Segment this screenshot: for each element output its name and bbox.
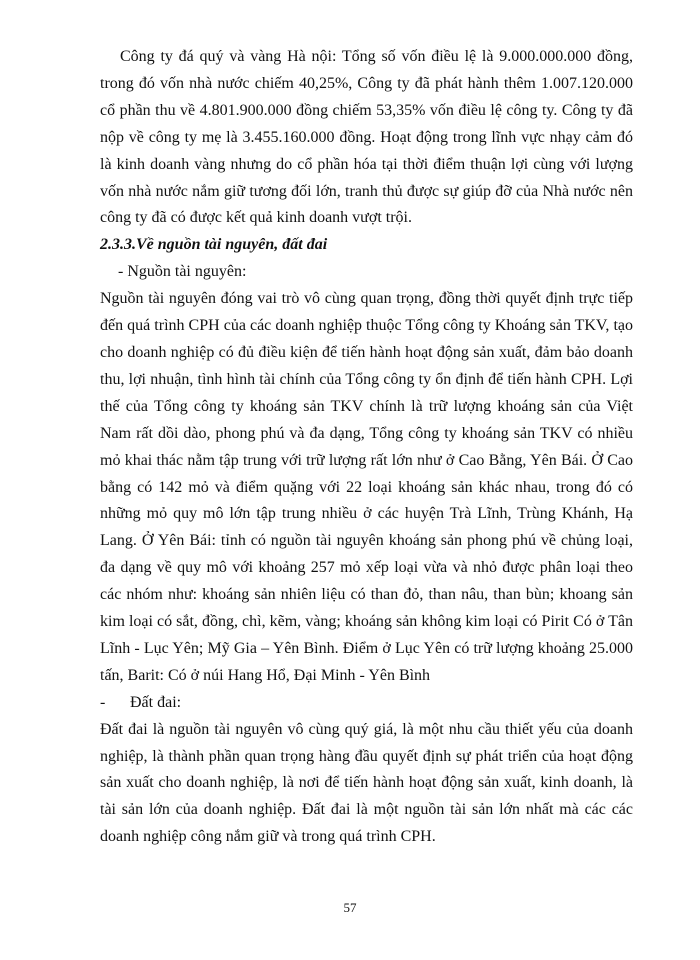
subheading-resources: - Nguồn tài nguyên: [118,263,247,281]
subheading-land [100,690,633,717]
paragraph-resources: Nguồn tài nguyên đóng vai trò vô cùng quan trọng, đồng thời quyết định trực tiếp đến quá trình CPH của các doanh nghiệp thuộc Tổng công ty Khoáng sản TKV, tạo cho doanh nghiệp có đủ điều kiện để tiến hành hoạt động sản xuất, đảm bảo doanh thu, lợi nhuận, tình hình tài chính của Tổng công ty ổn định để tiến hành CPH. Lợi thế của Tổng công ty khoáng sản TKV chính là trữ lượng khoáng sản của Việt Nam rất dồi dào, phong phú và đa dạng, Tổng công ty khoáng sản TKV có nhiều mỏ khai thác nằm tập trung với trữ lượng rất lớn như ở Cao Bằng, Yên Bái. Ở Cao bằng có 142 mỏ và điểm quặng với 22 loại khoáng sản khác nhau, trong đó có những mỏ quy mô lớn tập trung nhiều ở các huyện Trà Lĩnh, Trùng Khánh, Hạ Lang. Ở Yên Bái: tỉnh có nguồn tài nguyên khoáng sản phong phú về chủng loại, đa dạng về quy mô với khoảng 257 mỏ xếp loại vừa và nhỏ được phân loại theo các nhóm như: khoáng sản nhiên liệu có than đỏ, than nâu, than bùn; khoang sản kim loại có sắt, đồng, chì, kẽm, vàng; khoáng sản không kim loại có Pirit Có ở Tân Lĩnh - Lục Yên; Mỹ Gia – Yên Bình. Điểm ở Lục Yên có trữ lượng khoảng 25.000 tấn, Barit: Có ở núi Hang Hổ, Đại Minh - Yên Bình [100,290,633,684]
body-text [100,44,633,851]
page-number: 57 [343,900,357,915]
subheading-land-label: Đất đai: [130,693,182,711]
section-heading: 2.3.3.Về nguồn tài nguyên, đất đai [100,236,328,254]
bullet-dash: - [100,693,106,711]
paragraph-gold-company: Công ty đá quý và vàng Hà nội: Tổng số vốn điều lệ là 9.000.000.000 đồng, trong đó vốn nhà nước chiếm 40,25%, Công ty đã phát hành thêm 1.007.120.000 cổ phần thu về 4.801.900.000 đồng chiếm 53,35% vốn điều lệ công ty. Công ty đã nộp về công ty mẹ là 3.455.160.000 đồng. Hoạt động trong lĩnh vực nhạy cảm đó là kinh doanh vàng nhưng do cổ phần hóa tại thời điểm thuận lợi cùng với lượng vốn nhà nước nắm giữ tương đối lớn, tranh thủ được sự giúp đỡ của Nhà nước nên công ty đã có được kết quả kinh doanh vượt trội. [100,48,633,227]
paragraph-land: Đất đai là nguồn tài nguyên vô cùng quý giá, là một nhu cầu thiết yếu của doanh nghiệp, là thành phần quan trọng hàng đầu quyết định sự phát triển của hoạt động sản xuất cho doanh nghiệp, là nơi để tiến hành hoạt động sản xuất, kinh doanh, là tài sản lớn của doanh nghiệp. Đất đai là một nguồn tài sản lớn nhất mà các các doanh nghiệp công nắm giữ và trong quá trình CPH. [100,720,633,846]
